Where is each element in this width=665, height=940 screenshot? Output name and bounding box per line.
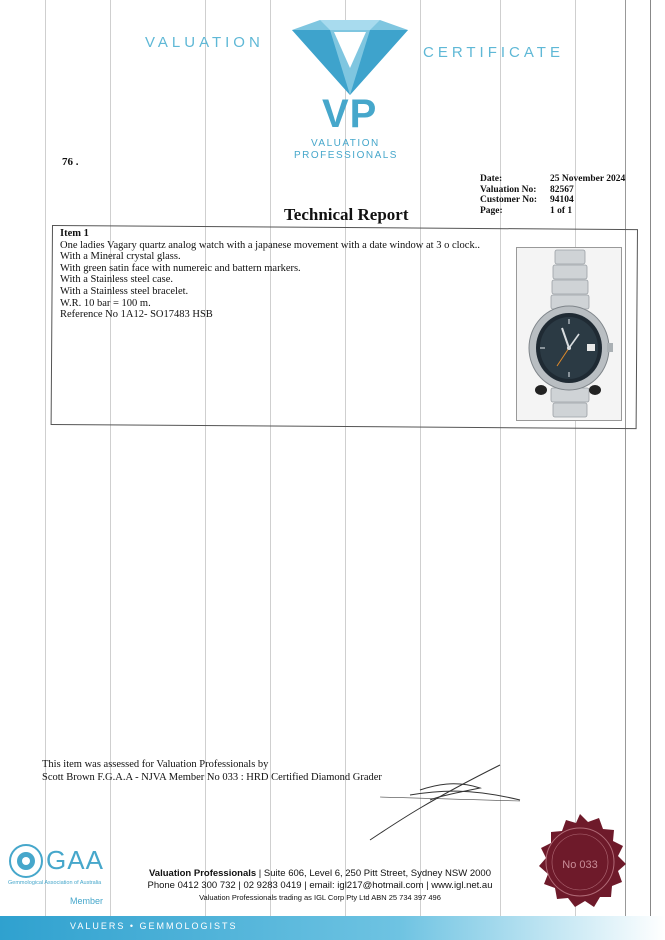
footer-address: | Suite 606, Level 6, 250 Pitt Street, Sydney NSW 2000	[256, 868, 491, 879]
gaa-name: GAA	[46, 845, 104, 875]
bottom-band	[0, 916, 665, 940]
assessor-line2: Scott Brown F.G.A.A - NJVA Member No 033 : HRD Certified Diamond Grader	[42, 772, 382, 783]
seal-text: No 033	[562, 859, 598, 871]
assessor-line1: This item was assessed for Valuation Professionals by	[42, 759, 269, 770]
meta-label: Customer No:	[480, 195, 538, 205]
item-line: Reference No 1A12- SO17483 HSB	[60, 309, 213, 321]
meta-value: 1 of 1	[550, 205, 573, 216]
logo-line2: PROFESSIONALS	[294, 150, 398, 161]
scan-line	[625, 0, 626, 940]
footer-trading: Valuation Professionals trading as IGL Corp Pty Ltd ABN 25 734 397 496	[199, 893, 441, 902]
gaa-logo	[8, 843, 118, 903]
footer	[120, 868, 520, 904]
meta-value: 82567	[550, 184, 574, 195]
header-valuation: VALUATION	[145, 34, 264, 51]
doc-number: 76 .	[62, 156, 79, 168]
item-description	[60, 228, 480, 321]
meta-block	[480, 174, 625, 216]
scan-line	[575, 0, 576, 940]
meta-row	[480, 185, 625, 196]
scan-line	[110, 0, 111, 940]
logo-line1: VALUATION	[311, 138, 380, 149]
scan-line	[650, 0, 651, 940]
gaa-emblem-icon	[8, 843, 44, 879]
wax-seal-icon	[530, 812, 630, 912]
meta-row	[480, 174, 625, 185]
item-line: With a Mineral crystal glass.	[60, 251, 181, 263]
item-line: With green satin face with numereic and battern markers.	[60, 262, 301, 274]
meta-row	[480, 195, 625, 206]
watch-photo	[516, 247, 622, 421]
meta-label: Page:	[480, 205, 503, 216]
signature	[360, 760, 530, 850]
meta-value: 25 November 2024	[550, 174, 626, 184]
scan-line	[205, 0, 206, 940]
meta-label: Valuation No:	[480, 184, 537, 195]
meta-value: 94104	[550, 195, 574, 205]
meta-row	[480, 206, 625, 217]
item-heading: Item 1	[60, 228, 89, 239]
scan-line	[270, 0, 271, 940]
item-line: With a Stainless steel bracelet.	[60, 285, 189, 297]
meta-label: Date:	[480, 174, 503, 184]
item-line: With a Stainless steel case.	[60, 274, 174, 286]
gaa-member: Member	[70, 896, 104, 906]
bottom-band-text: VALUERS • GEMMOLOGISTS	[70, 921, 238, 931]
item-line: One ladies Vagary quartz analog watch with a japanese movement with a date window at 3 o clock..	[60, 239, 480, 251]
header-certificate: CERTIFICATE	[423, 44, 564, 61]
report-title: Technical Report	[284, 205, 409, 224]
scan-line	[45, 0, 46, 940]
assessor-statement	[42, 758, 382, 784]
logo-initials: VP	[322, 92, 378, 136]
footer-contact: Phone 0412 300 732 | 02 9283 0419 | email: igl217@hotmail.com | www.igl.net.au	[147, 880, 493, 891]
item-line: W.R. 10 bar = 100 m.	[60, 297, 151, 309]
footer-company: Valuation Professionals	[149, 868, 257, 879]
gaa-subtitle: Gemmological Association of Australia	[8, 880, 102, 886]
